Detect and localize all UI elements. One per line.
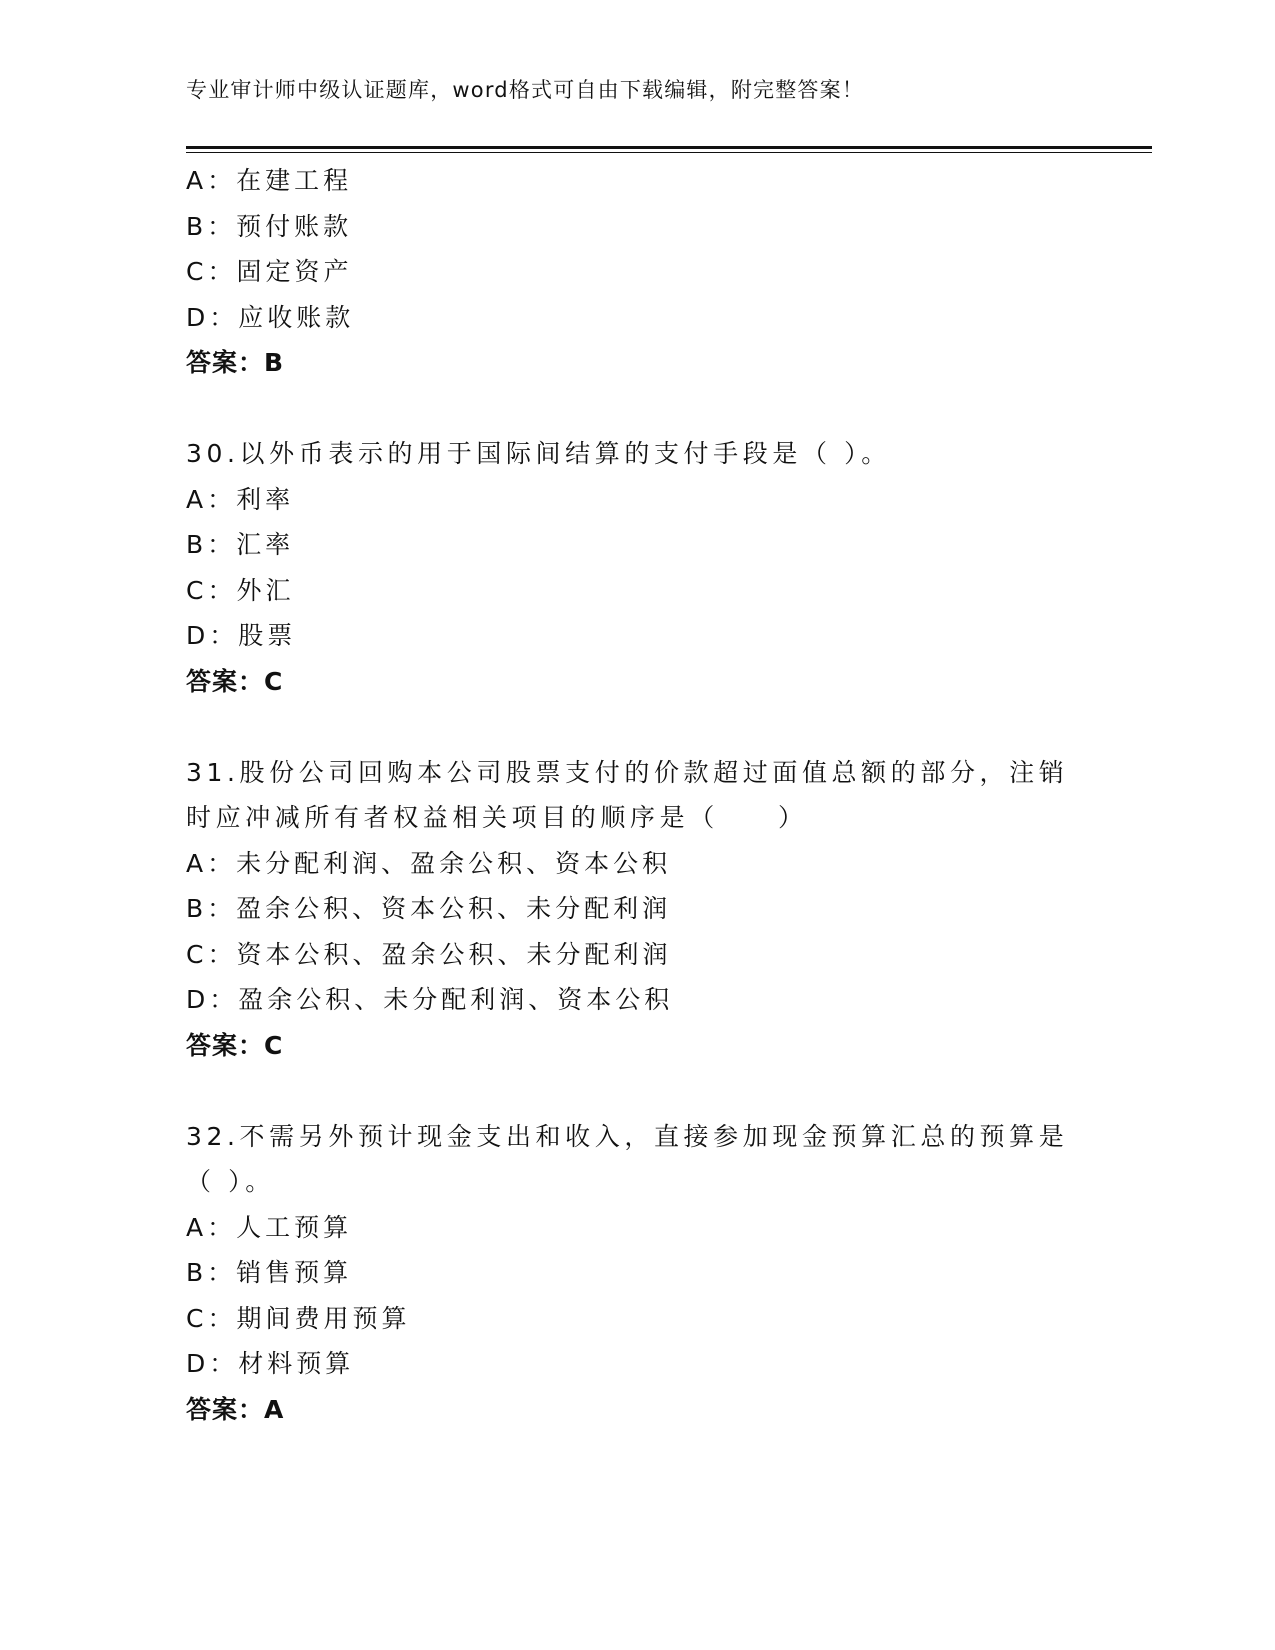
option-b: B：销售预算: [186, 1258, 353, 1287]
question-stem: 31.股份公司回购本公司股票支付的价款超过面值总额的部分，注销时应冲减所有者权益相关项目的顺序是（ ）: [186, 757, 1069, 832]
header-rule-thick: [186, 146, 1152, 149]
answer-line: 答案：B: [186, 348, 285, 377]
option-a: A：人工预算: [186, 1212, 353, 1242]
option-a: A：在建工程: [186, 166, 353, 195]
spacer: [186, 386, 1086, 432]
question-list: [186, 158, 1086, 1432]
question-32: [186, 1114, 1086, 1433]
spacer: [186, 704, 1086, 750]
option-c: C：期间费用预算: [186, 1303, 411, 1333]
option-d: D：盈余公积、未分配利润、资本公积: [186, 985, 674, 1014]
option-b: B：汇率: [186, 530, 295, 559]
question-stem: 30.以外币表示的用于国际间结算的支付手段是（ ）。: [186, 439, 891, 468]
question-31: [186, 750, 1086, 1069]
answer-line: 答案：C: [186, 666, 284, 696]
option-b: B：盈余公积、资本公积、未分配利润: [186, 894, 672, 923]
option-c: C：资本公积、盈余公积、未分配利润: [186, 939, 672, 969]
answer-line: 答案：A: [186, 1394, 285, 1424]
question-30: [186, 431, 1086, 704]
option-d: D：材料预算: [186, 1349, 355, 1378]
question-stem: 32.不需另外预计现金支出和收入，直接参加现金预算汇总的预算是（ ）。: [186, 1121, 1069, 1196]
option-d: D：应收账款: [186, 302, 355, 332]
question-29: [186, 158, 1086, 386]
option-c: C：固定资产: [186, 257, 353, 286]
header-rule-thin: [186, 152, 1152, 153]
option-c: C：外汇: [186, 575, 295, 605]
option-d: D：股票: [186, 621, 297, 650]
answer-line: 答案：C: [186, 1030, 284, 1060]
option-a: A：未分配利润、盈余公积、资本公积: [186, 848, 672, 878]
option-b: B：预付账款: [186, 211, 353, 241]
page-header: 专业审计师中级认证题库，word格式可自由下载编辑，附完整答案！: [186, 78, 865, 102]
option-a: A：利率: [186, 484, 295, 514]
spacer: [186, 1068, 1086, 1114]
